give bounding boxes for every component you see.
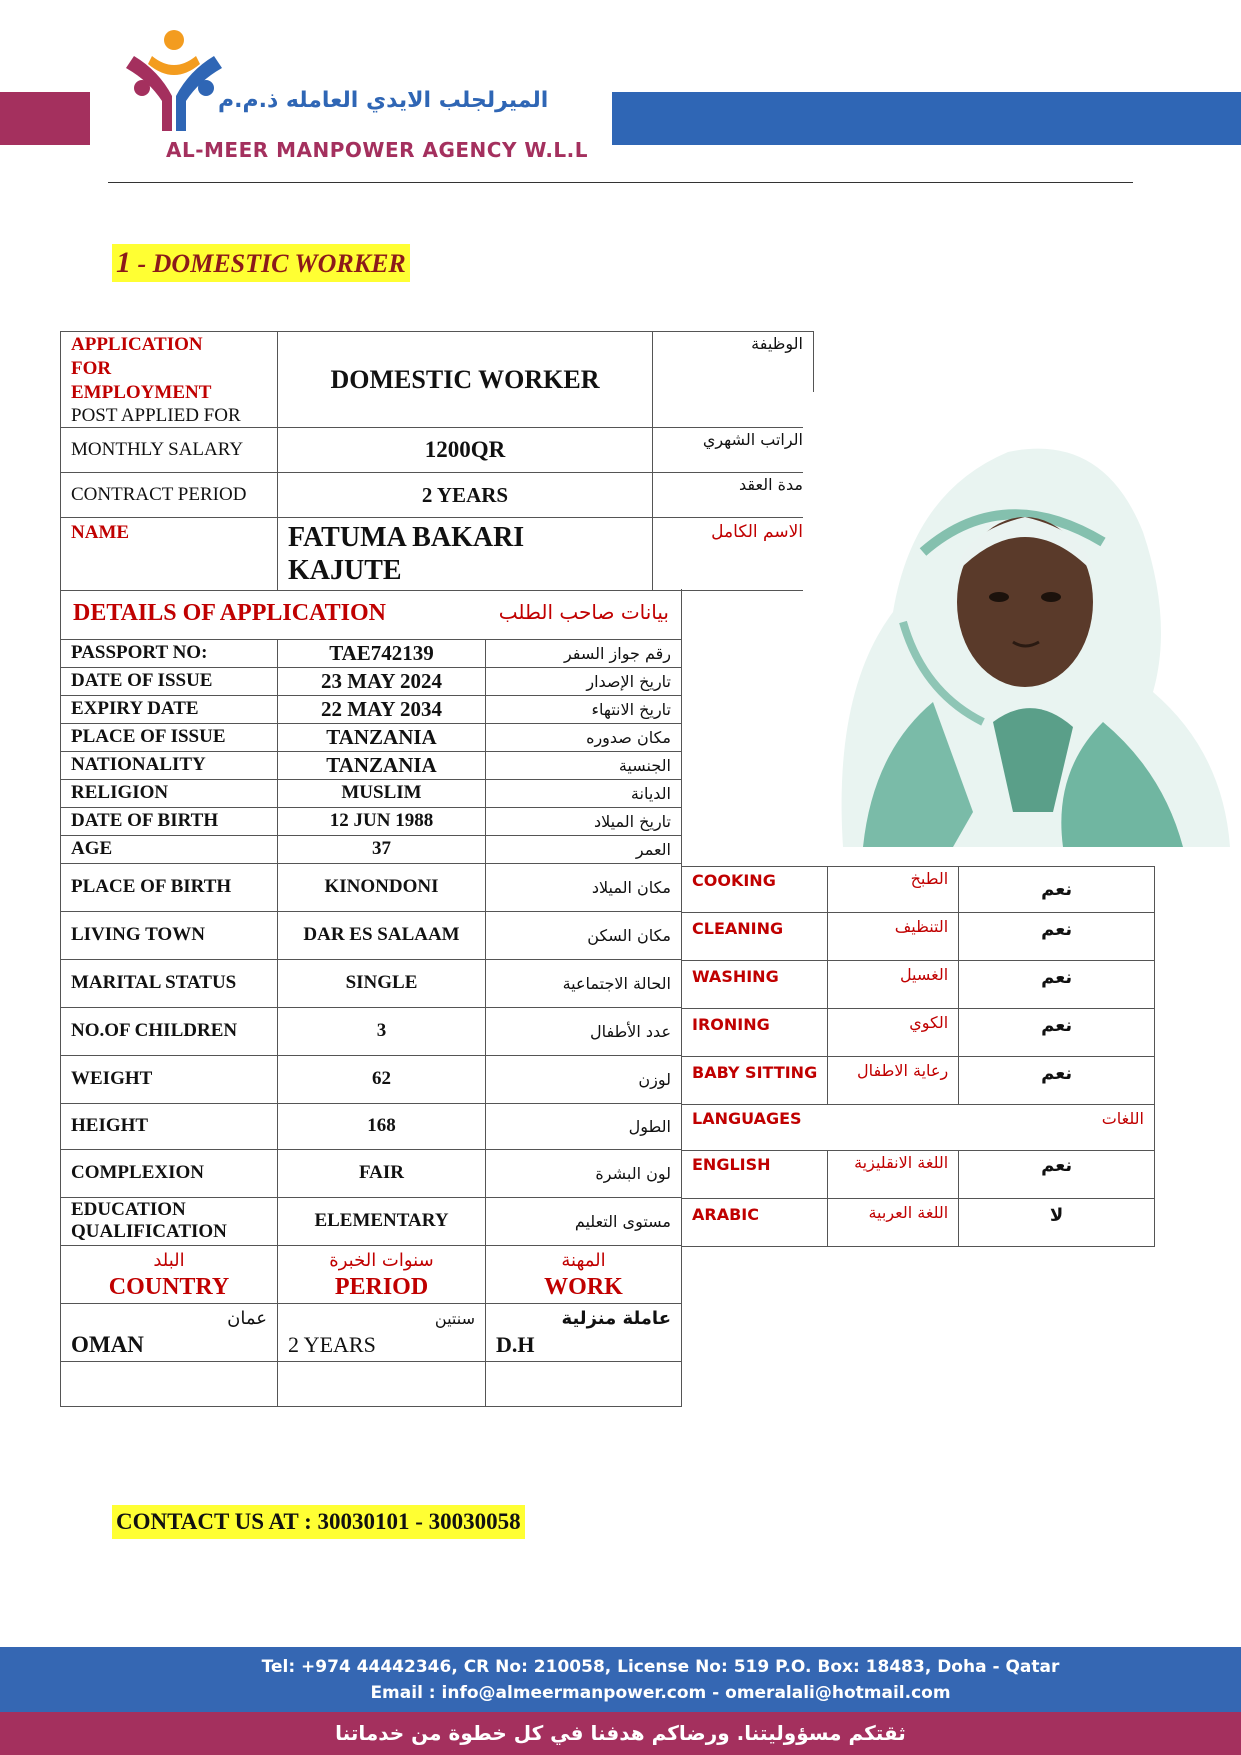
detail-label: PASSPORT NO: [61,639,278,667]
page-title [112,244,410,282]
detail-label: LIVING TOWN [61,911,278,959]
detail-arabic: مستوى التعليم [486,1197,682,1245]
exp-period-label: PERIOD [334,1274,429,1300]
header-divider [108,182,1133,183]
exp-period-value-arabic: سنتين [434,1309,475,1328]
footer-slogan: ثقتكم مسؤوليتنا. ورضاكم هدفنا في كل خطوة من خدماتنا [0,1712,1241,1755]
detail-value: 168 [278,1103,486,1149]
detail-arabic: مكان الميلاد [486,863,682,911]
logo-english-text: AL-MEER MANPOWER AGENCY W.L.L [166,138,589,162]
name-label: NAME [61,518,278,591]
header-bar-right [612,92,1241,145]
exp-period-cell [278,1303,486,1361]
detail-value: TAE742139 [278,639,486,667]
contract-value: 2 YEARS [278,473,653,518]
skill-value: نعم [959,961,1155,1009]
salary-value: 1200QR [278,428,653,473]
detail-value: 23 MAY 2024 [278,667,486,695]
skill-label: BABY SITTING [682,1057,828,1105]
footer-info [0,1647,1241,1712]
skill-value: نعم [959,1057,1155,1105]
languages-label: LANGUAGES [692,1109,802,1128]
detail-value: 3 [278,1007,486,1055]
title-text: - DOMESTIC WORKER [131,249,406,278]
exp-country-cell [61,1303,278,1361]
detail-arabic: تاريخ الميلاد [486,807,682,835]
job-table [60,331,814,591]
exp-period-arabic: سنوات الخبرة [329,1250,434,1271]
exp-country-header [61,1245,278,1303]
logo-icon [114,26,234,136]
skill-value: نعم [959,1009,1155,1057]
detail-label: PLACE OF ISSUE [61,723,278,751]
skill-arabic: الطبخ [828,867,959,913]
applicant-photo [803,392,1230,847]
detail-value: TANZANIA [278,751,486,779]
footer-line1: Tel: +974 44442346, CR No: 210058, License No: 519 P.O. Box: 18483, Doha - Qatar [261,1657,1060,1677]
exp-empty-cell [278,1361,486,1406]
skill-arabic: التنظيف [828,913,959,961]
detail-label: DATE OF ISSUE [61,667,278,695]
detail-arabic: مكان السكن [486,911,682,959]
application-label: APPLICATION FOR EMPLOYMENT [71,333,212,403]
skills-table [682,866,1155,1247]
contact-line: CONTACT US AT : 30030101 - 30030058 [112,1505,525,1539]
exp-work-header [486,1245,682,1303]
detail-arabic: لون البشرة [486,1149,682,1197]
skill-label: CLEANING [682,913,828,961]
detail-value: SINGLE [278,959,486,1007]
detail-label: PLACE OF BIRTH [61,863,278,911]
detail-arabic: تاريخ الإصدار [486,667,682,695]
language-label: ARABIC [682,1199,828,1247]
exp-work-value-arabic: عاملة منزلية [561,1308,671,1329]
language-value: لا [959,1199,1155,1247]
skill-arabic: رعاية الاطفال [828,1057,959,1105]
logo-arabic-text: الميرلجلب الايدي العامله ذ.م.م [218,88,549,113]
detail-value: 12 JUN 1988 [278,807,486,835]
detail-arabic: لوزن [486,1055,682,1103]
skill-label: COOKING [682,867,828,913]
exp-empty-cell [486,1361,682,1406]
post-label: POST APPLIED FOR [71,404,241,426]
salary-arabic: الراتب الشهري [653,428,814,473]
exp-country-value: OMAN [71,1332,144,1357]
exp-empty-cell [61,1361,278,1406]
detail-arabic: الطول [486,1103,682,1149]
detail-value: TANZANIA [278,723,486,751]
detail-value: KINONDONI [278,863,486,911]
language-arabic: اللغة الانقليزية [828,1151,959,1199]
detail-arabic: الديانة [486,779,682,807]
exp-work-label: WORK [544,1274,623,1300]
footer-line2: Email : info@almeermanpower.com - omeralali@hotmail.com [370,1683,951,1703]
name-value: FATUMA BAKARI KAJUTE [278,518,653,591]
detail-value: 37 [278,835,486,863]
post-arabic: الوظيفة [653,332,814,428]
exp-country-value-arabic: عمان [227,1308,267,1329]
name-arabic: الاسم الكامل [653,518,814,591]
details-heading: DETAILS OF APPLICATION [73,600,386,627]
skill-value: نعم [959,913,1155,961]
salary-label: MONTHLY SALARY [61,428,278,473]
detail-label: COMPLEXION [61,1149,278,1197]
detail-value: ELEMENTARY [278,1197,486,1245]
skill-arabic: الكوي [828,1009,959,1057]
languages-header [682,1105,1155,1151]
language-label: ENGLISH [682,1151,828,1199]
detail-value: 22 MAY 2034 [278,695,486,723]
details-heading-arabic: بيانات صاحب الطلب [498,600,669,625]
detail-arabic: تاريخ الانتهاء [486,695,682,723]
title-number: 1 [116,246,131,279]
exp-work-arabic: المهنة [561,1250,606,1271]
details-table [60,589,682,1407]
detail-arabic: عدد الأطفال [486,1007,682,1055]
detail-label: AGE [61,835,278,863]
post-label-cell [61,332,278,428]
exp-period-value: 2 YEARS [288,1332,376,1357]
languages-arabic: اللغات [1101,1109,1144,1128]
header-bar-left [0,92,90,145]
detail-label: RELIGION [61,779,278,807]
skill-label: WASHING [682,961,828,1009]
exp-country-label: COUNTRY [108,1274,230,1300]
detail-value: MUSLIM [278,779,486,807]
detail-label: EDUCATION QUALIFICATION [61,1197,278,1245]
detail-arabic: الجنسية [486,751,682,779]
detail-arabic: رقم جواز السفر [486,639,682,667]
skill-arabic: الغسيل [828,961,959,1009]
skill-value: نعم [959,867,1155,913]
detail-label: DATE OF BIRTH [61,807,278,835]
post-value: DOMESTIC WORKER [278,332,653,428]
detail-arabic: العمر [486,835,682,863]
detail-label: EXPIRY DATE [61,695,278,723]
exp-work-cell [486,1303,682,1361]
exp-country-arabic: البلد [153,1250,185,1271]
details-heading-cell [61,589,682,639]
skill-label: IRONING [682,1009,828,1057]
detail-arabic: الحالة الاجتماعية [486,959,682,1007]
exp-period-header [278,1245,486,1303]
detail-value: DAR ES SALAAM [278,911,486,959]
detail-label: NO.OF CHILDREN [61,1007,278,1055]
detail-label: MARITAL STATUS [61,959,278,1007]
language-value: نعم [959,1151,1155,1199]
detail-value: FAIR [278,1149,486,1197]
exp-work-value: D.H [496,1332,535,1357]
contract-label: CONTRACT PERIOD [61,473,278,518]
detail-arabic: مكان صدوره [486,723,682,751]
detail-label: HEIGHT [61,1103,278,1149]
detail-value: 62 [278,1055,486,1103]
language-arabic: اللغة العربية [828,1199,959,1247]
detail-label: WEIGHT [61,1055,278,1103]
contract-arabic: مدة العقد [653,473,814,518]
detail-label: NATIONALITY [61,751,278,779]
